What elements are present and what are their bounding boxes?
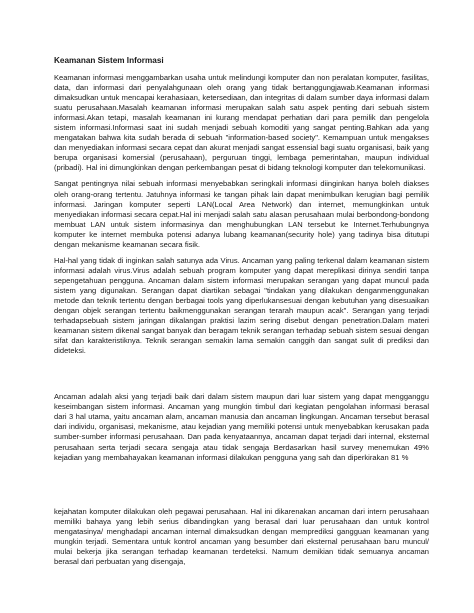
paragraph-4: Ancaman adalah aksi yang terjadi baik dari dalam sistem maupun dari luar sistem yang dapat mengganggu keseimbangan sistem informasi. Ancaman yang mungkin timbul dari kegiatan pengolahan informasi berasal dari 3 hal utama, yaitu ancaman alam, ancaman manusia dan ancaman lingkungan. Ancaman tersebut berasal dari individu, organisasi, mekanisme, atau kejadian yang memiliki potensi untuk menyebabkan kerusakan pada sumber-sumber informasi perusahaan. Dan pada kenyataannya, ancaman dapat terjadi dari internal, eksternal perusahaan serta terjadi secara sengaja atau tidak sengaja Berdasarkan hasil survey menemukan 49% kejadian yang membahayakan keamanan informasi dilakukan pengguna yang sah dan diperkirakan 81 %	[54, 392, 429, 462]
paragraph-1: Keamanan informasi menggambarkan usaha untuk melindungi komputer dan non peralatan komputer, fasilitas, data, dan informasi dari penyalahgunaan oleh orang yang tidak bertanggungjawab.Keamanan informasi dimaksudkan untuk mencapai kerahasiaan, ketersediaan, dan integritas di dalam sumber daya informasi dalam suatu perusahaan.Masalah keamanan informasi merupakan salah satu aspek penting dari sebuah sistem informasi.Akan tetapi, masalah keamanan ini kurang mendapat perhatian dari para pemilik dan pengelola sistem informasi.Informasi saat ini sudah menjadi sebuah komoditi yang sangat penting.Bahkan ada yang mengatakan bahwa kita sudah berada di sebuah "information-based society". Kemampuan untuk mengakses dan menyediakan informasi secara cepat dan akurat menjadi sangat essensial bagi suatu organisasi, baik yang berupa organisasi komersial (perusahaan), perguruan tinggi, lembaga pemerintahan, maupun individual (pribadi). Hal ini dimungkinkan dengan perkembangan pesat di bidang teknologi komputer dan telekomunikasi.	[54, 73, 429, 173]
paragraph-5: kejahatan komputer dilakukan oleh pegawai perusahaan. Hal ini dikarenakan ancaman dari intern perusahaan memiliki bahaya yang lebih serius dibandingkan yang berasal dari luar perusahaan dan untuk kontrol mengatasinya/ menghadapi ancaman internal dimaksudkan dengan memprediksi gangguan keamanan yang mungkin terjadi. Sementara untuk kontrol ancaman yang besumber dari eksternal perusahaan baru muncul/ mulai bekerja jika serangan terhadap keamanan terdeteksi. Namum demikian tidak semuanya ancaman berasal dari perbuatan yang disengaja,	[54, 506, 429, 566]
section-gap	[54, 362, 429, 392]
document-title: Keamanan Sistem Informasi	[54, 56, 164, 65]
paragraph-3: Hal-hal yang tidak di inginkan salah satunya ada Virus. Ancaman yang paling terkenal dalam keamanan sistem informasi adalah virus.Virus adalah sebuah program komputer yang dapat mereplikasi dirinya sendiri tanpa sepengetahuan pengguna. Ancaman dalam sistem informasi merupakan serangan yang dapat muncul pada sistem yang digunakan. Serangan dapat diartikan sebagai "tindakan yang dilakukan denganmenggunakan metode dan teknik tertentu dengan berbagai tools yang diperlukansesuai dengan kebutuhan yang disesuaikan dengan objek serangan tertentu baikmenggunakan serangan terarah maupun acak". Serangan yang terjadi terhadapsebuah sistem jaringan dikalangan praktisi lazim sering disebut dengan penetration.Dalam materi keamanan sistem dikenal sangat banyak dan beragam teknik serangan terhadap sebuah sistem sesuai dengan sifat dan karakteristiknya. Teknik serangan semakin lama semakin canggih dan sangat sulit di prediksi dan dideteksi.	[54, 255, 429, 356]
page-break-gap	[54, 469, 429, 507]
paragraph-2: Sangat pentingnya nilai sebuah informasi menyebabkan seringkali informasi diinginkan hanya boleh diakses oleh orang-orang tertentu. Jatuhnya informasi ke tangan pihak lain dapat menimbulkan kerugian bagi pemilik informasi. Jaringan komputer seperti LAN(Local Area Network) dan internet, memungkinkan untuk menyediakan informasi secara cepat.Hal ini menjadi salah satu alasan perusahaan mulai berbondong-bondong membuat LAN untuk sistem informasinya dan menghubungkan LAN tersebut ke Internet.Terhubungnya komputer ke internet membuka potensi adanya lubang keamanan(security hole) yang tadinya bisa ditutupi dengan mekanisme keamanan secara fisik.	[54, 179, 429, 249]
